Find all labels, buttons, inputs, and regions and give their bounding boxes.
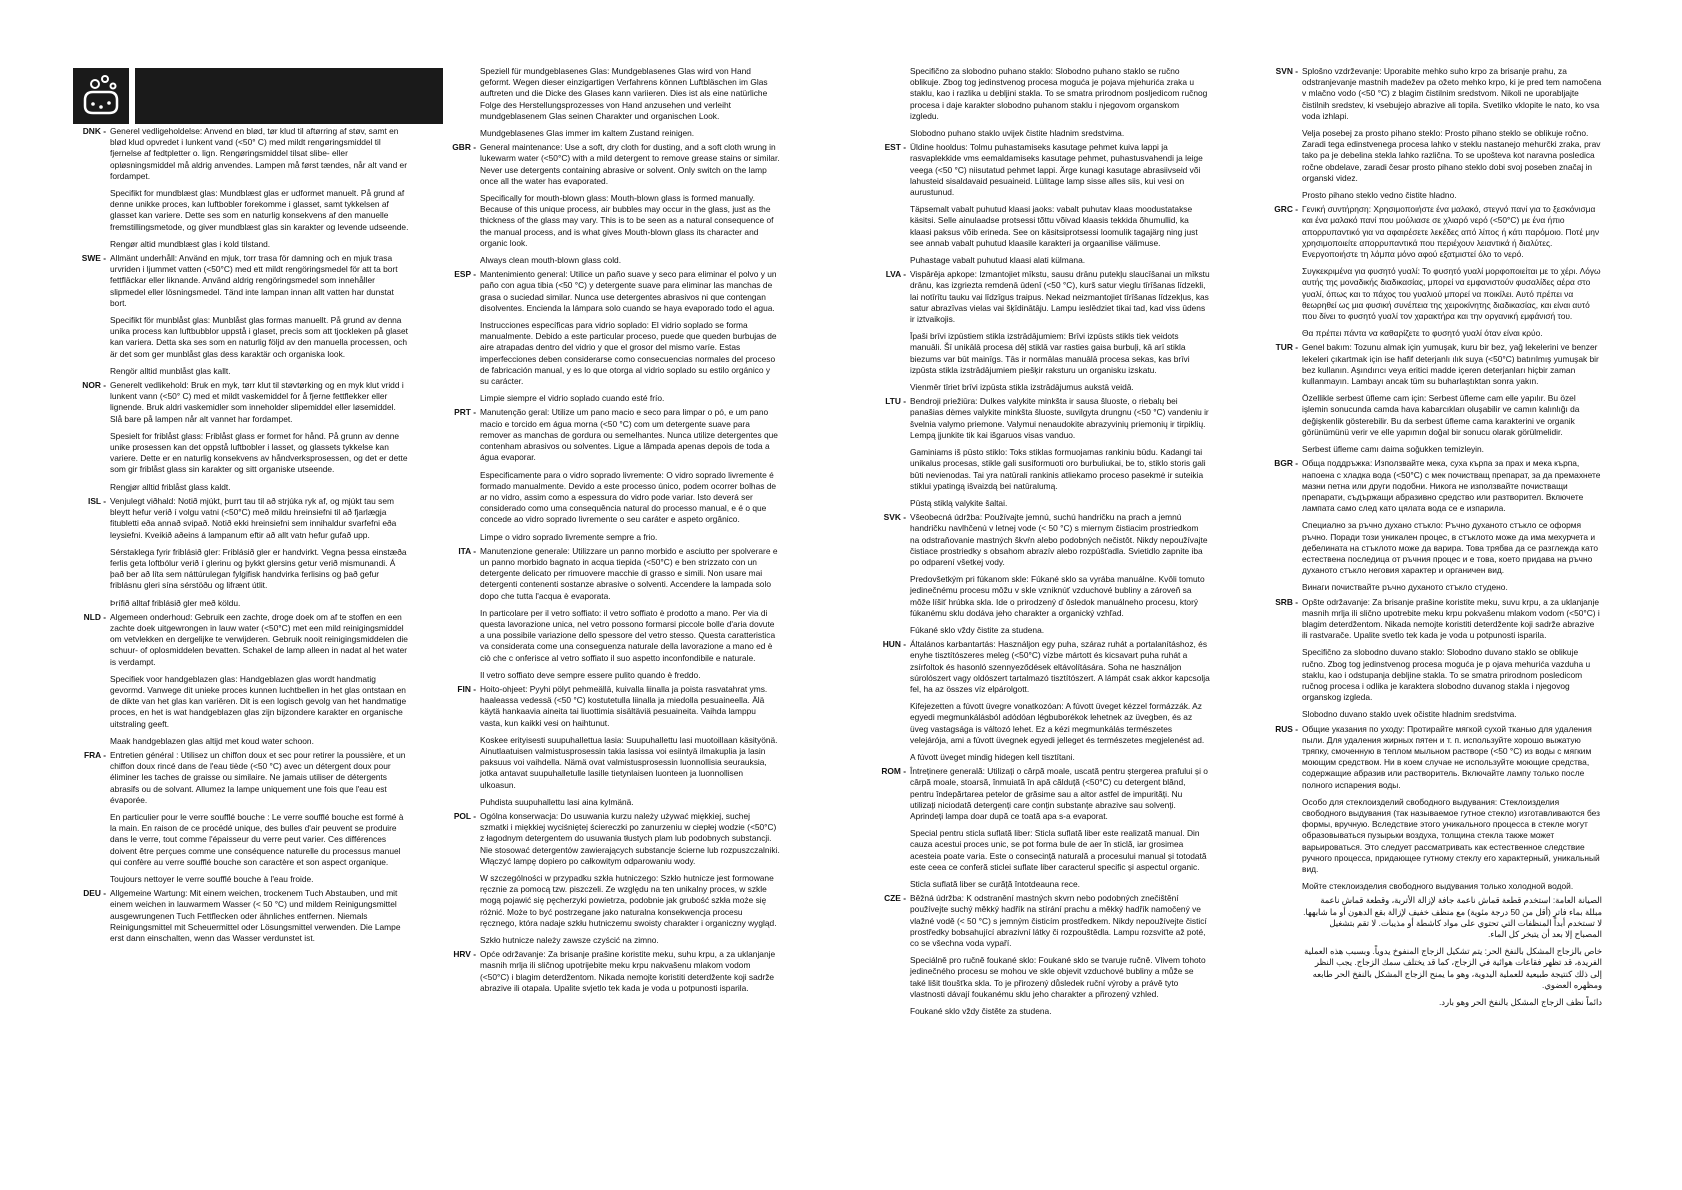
language-section [440, 142, 780, 268]
washing-sponge-icon [73, 68, 129, 124]
language-section [70, 750, 410, 887]
instruction-paragraph: Specifikt for mundblæst glas: Mundblæst glas er udformet manuelt. På grund af denne unikke proces, kan luftbobler forekomme i glasset, samt tykkelsen af glasset kan variere. Dette ses som en naturlig konsekvens af den manuelle fremstillingsmetode, og giver mundblæst glas sin karakter og levende udseende. [110, 188, 409, 232]
arabic-section [1262, 895, 1602, 1010]
instruction-paragraph: Spesielt for friblåst glass: Friblåst glass er formet for hånd. På grunn av denne unike prosessen kan det oppstå luftbobler i lasset, og glassets tykkelse kan variere. Dette er en naturlig konsekvens av håndverksprosessen, og det er dette som gir friblåst glass sin karakter og sitt organiske utseende. [110, 430, 408, 475]
language-section [70, 612, 410, 749]
language-code: SRB - [1275, 596, 1298, 607]
instruction-paragraph: Specifically for mouth-blown glass: Mouth-blown glass is formed manually. Because of this unique process, air bubbles may occur in the glass, just as the thickness of the glass may vary. This is to be seen as a natural consequence of the manual process, and is what gives Mouth-blown glass its character and organic look. [480, 193, 774, 248]
instruction-paragraph: Bendroji priežiūra: Dulkes valykite minkšta ir sausa šluoste, o riebalų bei panašias dėmes valykite minkšta šluoste, suvilgyta drungnu (<50 °C) vandeniu ir švelnia valymo priemone. Valymui nenaudokite abrazyvinių priemonių ir tirpiklių. Lempą įjunkite tik kai išgaruos visas vanduo. [910, 396, 1209, 440]
language-section [1262, 66, 1602, 203]
instruction-paragraph: Speciálně pro ručně foukané sklo: Foukané sklo se tvaruje ručně. Vlivem tohoto jedinečného procesu se mohou ve skle objevit vzduchové bubliny a může se také lišit tloušťka skla. To je přirozený důsledek ruční výroby a právě tyto vlastnosti dávají foukanému sklu jeho charakter a přirozený vzhled. [910, 955, 1206, 999]
instruction-paragraph: Kifejezetten a fúvott üvegre vonatkozóan: A fúvott üveget kézzel formázzák. Az egyedi megmunkálásból adódóan légbuborékok lehetnek az üvegben, és az üveg vastagsága is változó lehet. Ez a kézi megmunkálás természetes velejárója, ami a fúvott üvegnek egyedi jelleget és természetes megjelenést ad. [910, 701, 1205, 745]
instruction-paragraph: Īpaši brīvi izpūstiem stikla izstrādājumiem: Brīvi izpūsts stikls tiek veidots manuāli. Šī unikālā procesa dēļ stiklā var rasties gaisa burbuļi, kā arī stikla biezums var būt mainīgs. Tās ir normālas manuālā procesa sekas, kas brīvi izpūsta stikla izstrādājumiem piešķir raksturu un organisku izskatu. [910, 331, 1190, 375]
language-section [1262, 342, 1602, 457]
language-code: FRA - [83, 749, 106, 760]
cleaning-note: Toujours nettoyer le verre soufflé bouche à l'eau froide. [110, 873, 314, 884]
instruction-paragraph: Especificamente para o vidro soprado livremente: O vidro soprado livremente é formado manualmente. Devido a este processo único, podem ocorrer bolhas de ar no vidro, assim como a espessura do vidro pode variar. Isto deverá ser considerado como uma consequência natural do processo manual, e é o que concede ao vidro soprado livremente o seu caráter e aspeto orgânico. [480, 469, 777, 525]
cleaning-note: Винаги почиствайте ръчно духаното стъкло студено. [1302, 582, 1508, 593]
instruction-paragraph: Venjulegt viðhald: Notið mjúkt, þurrt tau til að strjúka ryk af, og mjúkt tau sem bleytt hefur verið í volgu vatni (<50°C) með mildu hreinsiefni til að fjarlægja fitubletti eða annað svipað. Notið ekki hreinsiefni sem innihaldur svarfefni eða leysiefni. Kveikið aðeins á lampanum eftir að allt vatn hefur gufað upp. [110, 495, 397, 540]
language-code: RUS - [1275, 723, 1298, 734]
cleaning-note: Pūstą stiklą valykite šaltai. [910, 497, 1008, 508]
language-section [1262, 724, 1602, 895]
cleaning-note: Limpe o vidro soprado livremente sempre a frio. [480, 531, 658, 542]
language-code: BGR - [1274, 458, 1298, 469]
instruction-paragraph: In particolare per il vetro soffiato: il vetro soffiato è prodotto a mano. Per via di questa lavorazione unica, nel vetro possono formarsi piccole bolle d'aria dovute a una possibile variazione dello spessore del vetro stesso. Questa caratteristica va considerata come una conseguenza naturale della lavorazione a mano ed è ciò che c onferisce al vetro soffiato il suo aspetto inconfondibile e naturale. [480, 607, 776, 663]
instruction-paragraph: Opće održavanje: Za brisanje prašine koristite meku, suhu krpu, a za uklanjanje masnih mrlja ili sličnog upotrijebite meku krpu nakvašenu mlakom vodom (<50°C) i blagim deterdžentom. Nikada nemojte koristiti deterdžente koji sadrže abrazive ili otapala. Upalite svjetlo tek kada je voda u potpunosti isparila. [480, 949, 776, 993]
continued-section [870, 66, 1210, 141]
instruction-paragraph: Predovšetkým pri fúkanom skle: Fúkané sklo sa vyrába manuálne. Kvôli tomuto jedinečnému procesu môžu v skle vzniknúť vzduchové bubliny a zároveň sa môže líšiť hrúbka skla. Ide o prirodzený ď ôsledok manuálneho procesu, ktorý fúkanému sklu dodáva jeho charakter a organický vzhľad. [910, 574, 1205, 618]
instruction-paragraph: Specifikt för munblåst glas: Munblåst glas formas manuellt. På grund av denna unika process kan luftbubblor uppstå i glaset, precis som att tjockleken på glaset kan variera. Detta ska ses som en naturlig följd av den manuella processen, och är det som ger munblåst glas dess karaktär och organiska look. [110, 315, 408, 359]
cleaning-note: Always clean mouth-blown glass cold. [480, 255, 622, 266]
instruction-paragraph: En particulier pour le verre soufflé bouche : Le verre soufflé bouche est formé à la main. En raison de ce procédé unique, des bulles d'air peuvent se produire dans le verre, tout comme l'épaisseur du verre peut varier. Ces différences doivent être perçues comme une conséquence naturelle du processus manuel qui confère au verre soufflé bouche son caractère et son aspect organique. [110, 811, 404, 867]
arabic-paragraph: الصيانة العامة: استخدم قطعة قماش ناعمة جافة لإزالة الأتربة، وقطعة قماش ناعمة مبللة بماء فاتر (أقل من 50 درجة مئوية) مع منظف خفيف لإزالة بقع الدهون أو ما شابهها. لا تستخدم أبداً المنظفات التي تحتوي على مواد كاشطة أو مذيبات. لا تقم بتشغيل المصباح إلا بعد أن يتبخر كل الماء. [1303, 895, 1602, 940]
instruction-paragraph: Instrucciones específicas para vidrio soplado: El vidrio soplado se forma manualmente. Debido a este particular proceso, puede que queden burbujas de aire atrapadas dentro del vidrio y que el grosor del mismo varíe. Estas imperfecciones deben considerarse como consecuencias normales del proceso de fabricación manual, y es lo que otorga al vidrio soplado su estilo orgánico y su carácter. [480, 320, 777, 387]
language-code: PRT - [454, 407, 476, 418]
cleaning-note: Rengør altid mundblæst glas i kold tilstand. [110, 238, 271, 249]
language-code: GRC - [1274, 204, 1298, 215]
language-code: SWE - [81, 253, 106, 264]
instruction-paragraph: Γενική συντήρηση: Χρησιμοποιήστε ένα μαλακό, στεγνό πανί για το ξεσκόνισμα και ένα μαλακό πανί που μούλιασε σε χλιαρό νερό (<50°C) με ένα ήπιο απορρυπαντικό για να αφαιρέσετε λεκέδες από λίπος ή κάτι παρόμοιο. Ποτέ μην χρησιμοποιείτε απορρυπαντικά που περιέχουν λειαντικά ή διαλύτες. Ενεργοποιήστε τη λάμπα μόνο αφού εξατμιστεί όλο το νερό. [1302, 204, 1600, 260]
instruction-paragraph: Vispārēja apkope: Izmantojiet mīkstu, sausu drānu putekļu slaucīšanai un mīkstu drānu, kas izgriezta remdenā ūdenī (<50 °C), kurš satur vieglu tīrīšanas līdzekli, lai notīrītu tauku vai līdzīgus traipus. Nekad neizmantojiet tīrīšanas līdzekļus, kas satur abrazīvas vielas vai šķīdinātāju. Lampu ieslēdziet tikai tad, kad viss ūdens ir iztvaikojis. [910, 269, 1210, 325]
instruction-paragraph: Všeobecná údržba: Používajte jemnú, suchú handričku na prach a jemnú handričku navlhčenú v letnej vode (< 50 °C) s miernym čistiacim prostriedkom na odstraňovanie mastných škvŕn alebo podobných nečistôt. Nikdy nepoužívajte čistiace prostriedky s obsahom abrazív alebo rozpúšťadla. Svietidlo zapnite iba po odparení všetkej vody. [910, 512, 1208, 567]
language-section [70, 380, 410, 495]
instruction-paragraph: Sérstaklega fyrir friblásið gler: Friblásið gler er handvirkt. Vegna þessa einstæða ferlis geta loftbólur verið í glerinu og þykkt glersins getur verið mismunandi. Á það ber að líta sem náttúrulegan fylgifisk handvirka ferlisins og það gefur friblásnu gleri sína sérstöðu og lifrænt útlit. [110, 546, 407, 591]
language-section [440, 407, 780, 544]
column-3 [870, 66, 1210, 1020]
language-section [870, 766, 1210, 892]
instruction-paragraph: Entretien général : Utilisez un chiffon doux et sec pour retirer la poussière, et un chiffon doux rincé dans de l'eau tiède (<50 °C) avec un détergent doux pour éliminer les taches de graisse ou similaire. Ne jamais utiliser de détergents abrasifs ou de solvant. Allumez la lampe uniquement une fois que l'eau est évaporée. [110, 749, 406, 805]
cleaning-note: Θα πρέπει πάντα να καθαρίζετε το φυσητό γυαλί όταν είναι κρύο. [1302, 328, 1543, 339]
cleaning-note: Fúkané sklo vždy čistite za studena. [910, 624, 1045, 635]
language-code: POL - [453, 810, 476, 821]
language-section [440, 269, 780, 406]
language-code: HUN - [882, 639, 906, 650]
instruction-paragraph: W szczególności w przypadku szkła hutniczego: Szkło hutnicze jest formowane ręcznie za pomocą tzw. piszczeli. Ze względu na ten unikalny proces, w szkle mogą pojawić się pęcherzyki powietrza, podobnie jak grubość szkła może się różnić. Może to być postrzegane jako naturalna konsekwencja procesu ręcznego, która nadaje szkłu hutniczemu swoisty charakter i organiczny wygląd. [480, 873, 777, 928]
cleaning-note: Slobodno puhano staklo uvijek čistite hladnim sredstvima. [910, 128, 1125, 139]
language-code: ISL - [88, 495, 106, 506]
language-code: SVN - [1275, 66, 1298, 76]
instruction-paragraph: Opšte održavanje: Za brisanje prašine koristite meku, suvu krpu, a za uklanjanje masnih mrlja ili slično upotrebite meku krpu pokvašenu mlakom vodom (<50°C) i blagim deterdžentom. Nikada nemojte koristiti deterdžente koji sadrže abrazive ili rastvarače. Upalite svetlo tek kada je voda u potpunosti isparila. [1302, 596, 1600, 641]
cleaning-note: Vienmēr tīriet brīvi izpūsta stikla izstrādājumus aukstā veidā. [910, 382, 1134, 393]
instruction-paragraph: Специално за ръчно духано стъкло: Ръчно духаното стъкло се оформя ръчно. Поради този уникален процес, в стъклото може да има мехурчета и дебелината на стъклото може да варира. Това трябва да се разглежда като естествена последица от ръчния процес и е това, което придава на ръчно духаното стъкло неговия характер и органичен вид. [1302, 520, 1598, 576]
language-code: DNK - [82, 126, 106, 136]
cleaning-note: Szkło hutnicze należy zawsze czyścić na zimno. [480, 935, 659, 946]
instruction-paragraph: Běžná údržba: K odstranění mastných skvrn nebo podobných znečištění používejte suchý měkký hadřík na stírání prachu a měkký hadřík namočený ve vlažné vodě (< 50 °C) s jemným čisticím prostředkem. Nikdy nepoužívejte čisticí prostředky bobsahující abrazivní látky či rozpouštědla. Lampu rozsviťte až poté, co se všechna voda vypaří. [910, 893, 1207, 949]
cleaning-note: Puhdista suupuhallettu lasi aina kylmänä. [480, 796, 634, 807]
language-section [440, 684, 780, 810]
cleaning-note: Rengör alltid munblåst glas kallt. [110, 365, 231, 376]
instruction-paragraph: Generel vedligeholdelse: Anvend en blød, tør klud til aftørring af støv, samt en blød klud opvredet i lunkent vand (<50° C) med mildt rengøringsmiddel til fjernelse af fedtpletter o. lign. Rengøringsmiddel tilsat slibe- eller opløsningsmiddel må aldrig anvendes. Lampen må først tændes, når alt vand er fordampet. [110, 126, 407, 181]
instruction-paragraph: Manutenzione generale: Utilizzare un panno morbido e asciutto per spolverare e un panno morbido bagnato in acqua tiepida (<50°C) e ben strizzato con un detergente delicato per rimuovere macchie di grasso e simili. Non usare mai detergenti contenenti sostanze abrasive o solventi. Accendere la lampada solo dopo che tutta l'acqua è evaporata. [480, 545, 778, 601]
cleaning-note: Serbest üfleme camı daima soğukken temizleyin. [1302, 444, 1485, 455]
language-section [870, 269, 1210, 395]
instruction-paragraph: Általános karbantartás: Használjon egy puha, száraz ruhát a portalanításhoz, és enyhe tisztítószeres meleg (<50°C) vízbe mártott és kicsavart puha ruhát a zsírfoltok és hasonló szennyeződések eltávolítására. Soha ne használjon súrolószert vagy oldószert tartalmazó tisztítószert. A lámpát csak akkor kapcsolja fel, ha az összes víz elpárolgott. [910, 639, 1210, 694]
instruction-paragraph: Specifično za slobodno puhano staklo: Slobodno puhano staklo se ručno oblikuje. Zbog tog jedinstvenog procesa moguća je pojava mjehurića zraka u staklu, kao i razlika u debljini stakla. To se smatra prirodnom posljedicom ručnog procesa i daje karakter slobodno puhanom staklu i njegovom organskom izgledu. [910, 66, 1208, 121]
instruction-paragraph: Manutenção geral: Utilize um pano macio e seco para limpar o pó, e um pano macio e torcido em água morna (<50 °C) com um detergente suave para remover as manchas de gordura ou semelhantes. Nunca utilize detergentes que contenham abrasivos ou solventes. Ligue a lâmpada apenas depois de toda a água evaporar. [480, 407, 778, 463]
language-code: EST - [884, 142, 906, 153]
language-section [1262, 458, 1602, 595]
language-code: GBR - [452, 142, 476, 153]
instruction-paragraph: Allgemeine Wartung: Mit einem weichen, trockenem Tuch Abstauben, und mit einem weichen in lauwarmem Wasser (< 50 °C) und mildem Reinigungsmittel ausgewrungenen Tuch Fettflecken oder ähnliches entfernen. Niemals Reinigungsmittel mit Scheuermittel oder Lösungsmittel verwenden. Die Lampe erst dann einschalten, wenn das Wasser verdunstet ist. [110, 888, 401, 943]
instruction-paragraph: Specifično za slobodno duvano staklo: Slobodno duvano staklo se oblikuje ručno. Zbog tog jedinstvenog procesa moguća je p ojava mehurića vazduha u staklu, kao i odstupanja debljine stakla. To se smatra prirodnom posledicom ručnog procesa i odlika je karaktera slobodno duvanog stakla i njegovog organskog izgleda. [1302, 647, 1591, 703]
language-section [870, 639, 1210, 765]
language-section [870, 142, 1210, 268]
language-section [1262, 597, 1602, 723]
language-section [870, 893, 1210, 1019]
instruction-paragraph: Întreținere generală: Utilizați o cârpă moale, uscată pentru ștergerea prafului și o cârpă moale, stoarsă, înmuiată în apă călduță (<50°C) cu detergent blând, pentru îndepărtarea petelor de grăsime sau a altor astfel de impurități. Nu utilizați niciodată detergenți care conțin substanțe abrazive sau solvenți. Aprindeți lampa doar după ce toată apa s-a evaporat. [910, 766, 1208, 821]
language-code: LVA - [885, 269, 906, 280]
cleaning-note: Mundgeblasenes Glas immer im kaltem Zustand reinigen. [480, 128, 695, 139]
language-code: NLD - [83, 611, 106, 622]
cleaning-note: Sticla suflată liber se curăță întotdeauna rece. [910, 879, 1080, 889]
header-bar [135, 68, 443, 124]
language-code: TUR - [1275, 342, 1298, 353]
instruction-paragraph: Συγκεκριμένα για φυσητό γυαλί: Το φυσητό γυαλί μορφοποιείται με το χέρι. Λόγω αυτής της μοναδικής διαδικασίας, μπορεί να εμφανιστούν φυσαλίδες αέρα στο γυαλί, όπως και το πάχος του γυαλιού μπορεί να ποικίλει. Αυτό πρέπει να θεωρηθεί ως μια φυσική συνέπεια της χειροκίνητης διαδικασίας, και είναι αυτό που δίνει το φυσητό γυαλί τον χαρακτήρα και την οργανική εμφάνισή του. [1302, 266, 1601, 322]
language-code: DEU - [83, 888, 106, 899]
instruction-paragraph: Koskee erityisesti suupuhallettua lasia: Suupuhallettu lasi muotoillaan käsityönä. Ainutlaatuisen valmistusprosessin takia lasissa voi esiintyä ilmakuplia ja lasin paksuus voi vaihdella. Nämä ovat valmistusprosessin luonnollisia seurauksia, jotka antavat suupuhalletulle lasille tietynlaisen luonteen ja luonnollisen ulkoasun. [480, 734, 778, 790]
instruction-paragraph: Özellikle serbest üfleme cam için: Serbest üfleme cam elle yapılır. Bu özel işlemin sonucunda camda hava kabarcıkları oluşabilir ve camın kalınlığı da değişkenlik gösterebilir. Bu da serbest üfleme cama karakterini ve organik görünümünü verir ve elle yapımın doğal bir sonucu olarak görülmelidir. [1302, 393, 1580, 437]
language-section [70, 496, 410, 611]
cleaning-note: A fúvott üveget mindig hidegen kell tisztítani. [910, 751, 1075, 762]
instruction-paragraph: Velja posebej za prosto pihano steklo: Prosto pihano steklo se oblikuje ročno. Zaradi tega edinstvenega procesa lahko v steklu nastanejo mehurčki zraka, prav tako pa je debelina stekla lahko različna. To se upošteva kot naravna posledica ročne obdelave, zaradi česar prosto pihano steklo dobi svoj poseben značaj in organski videz. [1302, 128, 1601, 183]
language-code: CZE - [884, 893, 906, 904]
language-section [440, 546, 780, 683]
cleaning-note: Prosto pihano steklo vedno čistite hladno. [1302, 190, 1457, 201]
instruction-paragraph: Specifiek voor handgeblazen glas: Handgeblazen glas wordt handmatig gevormd. Vanwege dit unieke proces kunnen luchtbellen in het glas ontstaan en de dikte van het glas kan variëren. Dit is een logisch gevolg van het handmatige proces, en het is wat handgeblazen glas zijn bijzondere karakter en organische uitstraling geeft. [110, 673, 407, 729]
instruction-paragraph: Üldine hooldus: Tolmu puhastamiseks kasutage pehmet kuiva lappi ja rasvaplekkide vms eemaldamiseks kasutage pehmet, puhastusvahendi ja leige veega (<50 °C) niisutatud pehmet lappi. Ärge kunagi kasutage abrasiivseid või lahusteid sisaldavaid pesuaineid. Lülitage lamp sisse alles siis, kui vesi on aurustunud. [910, 142, 1203, 198]
column-1 [70, 126, 410, 947]
instruction-paragraph: Genel bakım: Tozunu almak için yumuşak, kuru bir bez, yağ lekelerini ve benzer lekeleri çıkartmak için ise hafif deterjanlı ılık suya (<50°C) batırılmış yumuşak bir bez kullanın. Aşındırıcı veya eritici madde içeren deterjanları hiçbir zaman kullanmayın. Lambayı ancak tüm su buharlaştıktan sonra yakın. [1302, 342, 1599, 387]
continued-section [440, 66, 780, 141]
language-code: SVK - [883, 512, 906, 523]
instruction-paragraph: Ogólna konserwacja: Do usuwania kurzu należy używać miękkiej, suchej szmatki i miękkiej wyciśniętej ściereczki po zanurzeniu w ciepłej wodzie (<50°C) z łagodnym detergentem do usuwania tłustych plam lub podobnych substancji. Nie stosować detergentów zawierających substancje ścierne lub rozpuszczalniki. Włączyć lampę dopiero po całkowitym odparowaniu wody. [480, 810, 780, 866]
cleaning-note: Il vetro soffiato deve sempre essere pulito quando è freddo. [480, 669, 701, 680]
cleaning-note: Þrífið alltaf friblásið gler með köldu. [110, 597, 241, 608]
language-section [70, 253, 410, 379]
cleaning-note: Maak handgeblazen glas altijd met koud water schoon. [110, 735, 314, 746]
instruction-paragraph: Особо для стеклоизделий свободного выдувания: Стеклоизделия свободного выдувания (так называемое гутное стекло) изготавливаются без формы, вручную. Вследствие этого уникального процесса в стекле могут образовываться пузырьки воздуха, толщина стекла также может варьироваться. Это следует рассматривать как естественное следствие ручного процесса, придающее гутному стеклу его характерный, уникальный вид. [1302, 796, 1600, 874]
language-section [440, 949, 780, 996]
instruction-paragraph: Hoito-ohjeet: Pyyhi pölyt pehmeällä, kuivalla liinalla ja poista rasvatahrat yms. haaleassa vedessä (<50 °C) kostutetulla liinalla ja miedolla pesuaineella. Älä käytä hankaavia aineita tai liuottimia sisältäviä pesuaineita. Vaihda lamppu vasta, kun kaikki vesi on haihtunut. [480, 683, 768, 728]
language-code: LTU - [885, 396, 906, 407]
cleaning-note: Slobodno duvano staklo uvek očistite hladnim sredstvima. [1302, 709, 1517, 720]
language-code: FIN - [457, 683, 476, 694]
instruction-paragraph: General maintenance: Use a soft, dry cloth for dusting, and a soft cloth wrung in lukewarm water (<50°C) with a mild detergent to remove grease stains or similar. Never use detergents containing abrasive or solvent. Only switch on the lamp once all the water has evaporated. [480, 142, 780, 186]
language-section [440, 811, 780, 948]
cleaning-note: Foukané sklo vždy čistěte za studena. [910, 1006, 1052, 1017]
language-section [70, 888, 410, 946]
instruction-paragraph: Обща поддръжка: Използвайте мека, суха кърпа за прах и мека кърпа, напоена с хладка вода (<50°C) с мек почистващ препарат, за да премахнете мазни петна или други подобни. Никога не използвайте почистващи препарати, съдържащи абразивно средство или разтворител. Включете лампата само след като цялата вода се е изпарила. [1302, 458, 1601, 514]
language-code: ESP - [454, 269, 476, 280]
language-section [870, 396, 1210, 511]
language-section [1262, 204, 1602, 341]
column-2 [440, 66, 780, 997]
instruction-paragraph: Splošno vzdrževanje: Uporabite mehko suho krpo za brisanje prahu, za odstranjevanje mastnih madežev pa ožeto mehko krpo, ki je pred tem namočena v mlačno vodo (<50 °C) z blagim čistilnim sredstvom. Nikoli ne uporabljajte čistilnih sredstev, ki vsebujejo abrazive ali topila. Svetilko vklopite le nato, ko vsa voda izhlapi. [1302, 66, 1602, 121]
instruction-paragraph: Speziell für mundgeblasenes Glas: Mundgeblasenes Glas wird von Hand geformt. Wegen dieser einzigartigen Verfahrens können Luftbläschen im Glas auftreten und die Dicke des Glases kann variieren. Dies ist als eine natürliche Folge des Herstellungsprozesses von Hand anzusehen und verleiht mundgeblasenem Glas seinen Charakter und organischen Look. [480, 66, 768, 121]
instruction-paragraph: Algemeen onderhoud: Gebruik een zachte, droge doek om af te stoffen en een zachte doek uitgewrongen in lauw water (<50°C) met een mild reinigingsmiddel om vetvlekken en dergelijke te verwijderen. Gebruik nooit reinigingsmiddelen die schuur- of oplosmiddelen bevatten. Schakel de lamp alleen in nadat al het water is verdampt. [110, 611, 408, 667]
language-code: ITA - [458, 545, 476, 556]
cleaning-note: Puhastage vabalt puhutud klaasi alati külmana. [910, 255, 1086, 266]
cleaning-note: Мойте стеклоизделия свободного выдувания только холодной водой. [1302, 881, 1574, 892]
language-code: NOR - [82, 380, 106, 391]
cleaning-note: Rengjør alltid friblåst glass kaldt. [110, 481, 231, 492]
cleaning-note: Limpie siempre el vidrio soplado cuando esté frío. [480, 393, 665, 404]
instruction-paragraph: Allmänt underhåll: Använd en mjuk, torr trasa för damning och en mjuk trasa urvriden i ljummet vatten (<50°C) med ett mildt rengöringsmedel för att ta bort fettfläckar eller liknande. Använd aldrig rengöringsmedel som innehåller slipmedel eller lösningsmedel. Tänd inte lampan innan allt vatten har dunstat bort. [110, 253, 398, 308]
language-section [870, 512, 1210, 638]
instruction-paragraph: Special pentru sticla suflată liber: Sticla suflată liber este realizată manual. Din cauza acestui proces unic, se pot forma bule de aer în sticlă, iar grosimea acesteia poate varia. Este o consecință naturală a procesului manual și totodată este ceea ce conferă sticlei suflate liber caracterul specific și aspectul organic. [910, 828, 1207, 872]
instruction-paragraph: Täpsemalt vabalt puhutud klaasi jaoks: vabalt puhutav klaas moodustatakse käsitsi. Selle ainulaadse protsessi tõttu võivad klaasis tekkida õhumullid, ka klaasi paksus võib erineda. See on käsitsiprotsessi loomulik tagajärg ning just see annab vabalt puhutud klaasile karakteri ja orgaanilise välimuse. [910, 204, 1198, 248]
instruction-paragraph: Generelt vedlikehold: Bruk en myk, tørr klut til støvtørking og en myk klut vridd i lunkent vann (<50° C) med et mildt vaskemiddel for å fjerne fettflekker eller lignende. Bruk aldri vaskemidler som inneholder slipemiddel eller løsemiddel. Slå bare på lampen når alt vannet har fordampet. [110, 380, 404, 424]
instruction-paragraph: Gaminiams iš pūsto stiklo: Toks stiklas formuojamas rankiniu būdu. Kadangi tai unikalus procesas, stikle gali susiformuoti oro burbuliukai, be to, stiklo storis gali būti nevienodas. Tai yra natūrali rankinis atliekamo proceso pasekmė ir suteikia stiklui ypatingą išvaizdą bei natūralumą. [910, 447, 1206, 491]
language-code: ROM - [881, 766, 906, 777]
arabic-paragraph: خاص بالزجاج المشكل بالنفخ الحر: يتم تشكيل الزجاج المنفوخ يدوياً. وبسبب هذه العملية الفريدة، قد تظهر فقاعات هوائية في الزجاج، كما قد يختلف سمك الزجاج. يجب النظر إلى ذلك كنتيجة طبيعية للعملية اليدوية، وهو ما يمنح الزجاج المشكل بالنفخ الحر طابعه ومظهره العضوي. [1304, 946, 1602, 990]
language-code: HRV - [453, 949, 476, 960]
instruction-paragraph: Mantenimiento general: Utilice un paño suave y seco para eliminar el polvo y un paño con agua tibia (<50 °C) y detergente suave para eliminar las manchas de grasa o suciedad similar. Nunca use detergentes abrasivos ni que contengan disolventes. Encienda la lámpara solo cuando se haya evaporado todo el agua. [480, 269, 777, 313]
arabic-paragraph: دائماً نظف الزجاج المشكل بالنفخ الحر وهو بارد. [1438, 997, 1602, 1008]
language-section [70, 126, 410, 252]
column-4 [1262, 66, 1602, 1011]
instruction-paragraph: Общие указания по уходу: Протирайте мягкой сухой тканью для удаления пыли. Для удаления жирных пятен и т. п. используйте хорошо выжатую тряпку, смоченную в теплом мыльном растворе (<50 °C) из воды с мягким моющим средством. Ни в коем случае не используйте моющие средства, содержащие абразив или растворитель. Включайте лампу только после полного испарения воды. [1302, 723, 1592, 790]
